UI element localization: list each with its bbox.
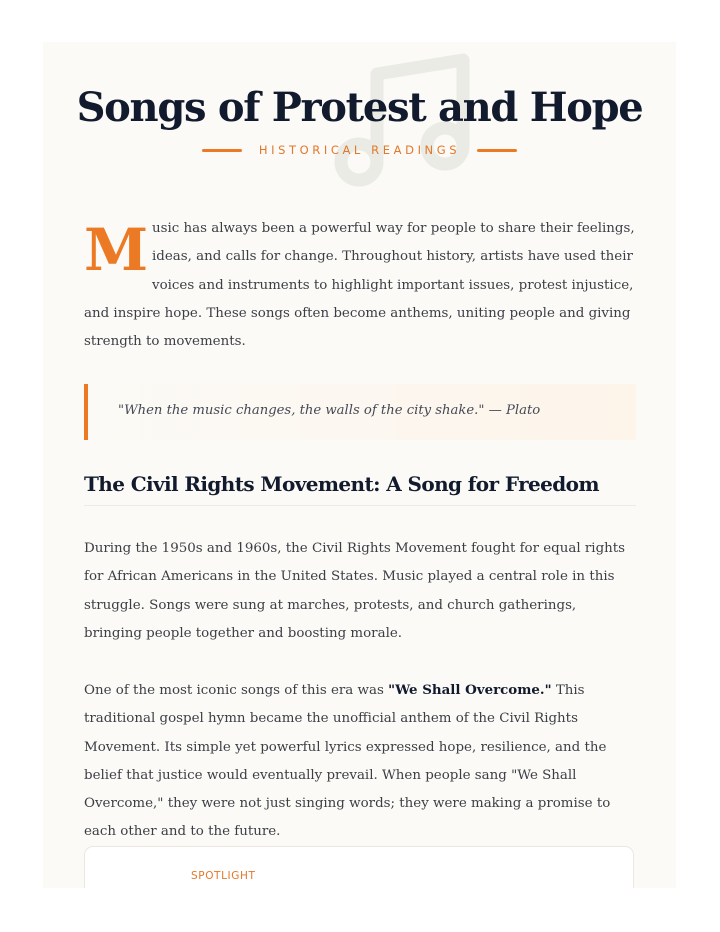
intro-paragraph (84, 215, 636, 356)
subtitle-rule-right (477, 149, 517, 152)
drop-cap: M (84, 216, 145, 284)
paragraph-2-before: One of the most iconic songs of this era was (84, 683, 389, 698)
page-title: Songs of Protest and Hope (76, 84, 643, 131)
spotlight-card (84, 846, 634, 888)
quote-text: "When the music changes, the walls of the city shake." — Plato (118, 403, 541, 418)
article-page (43, 42, 676, 888)
section-paragraph-2 (84, 676, 636, 847)
pull-quote (84, 384, 636, 440)
section-heading: The Civil Rights Movement: A Song for Freedom (84, 472, 599, 496)
subtitle-row (43, 141, 676, 159)
subtitle-rule-left (202, 149, 242, 152)
section-divider (84, 505, 636, 506)
page-subtitle: HISTORICAL READINGS (258, 143, 461, 157)
spotlight-label: SPOTLIGHT (191, 870, 256, 882)
section-paragraph-1: During the 1950s and 1960s, the Civil Rights Movement fought for equal rights for African Americans in the United States. Music played a central role in this struggle. Songs were sung at marches, protests, and church gatherings, bringing people together and boosting morale. (84, 541, 626, 641)
intro-text: usic has always been a powerful way for people to share their feelings, ideas, and calls for change. Throughout history, artists have used their voices and instruments to highlight important issues, protest injustice, and inspire hope. These songs often become anthems, uniting people and giving strength to movements. (84, 221, 635, 350)
paragraph-2-after: This traditional gospel hymn became the unofficial anthem of the Civil Rights Movement. Its simple yet powerful lyrics expressed hope, resilience, and the belief that justice would eventually prevail. When people sang "We Shall Overcome," they were not just singing words; they were making a promise to each other and to the future. (84, 683, 611, 840)
song-title-highlight: "We Shall Overcome." (388, 682, 552, 698)
